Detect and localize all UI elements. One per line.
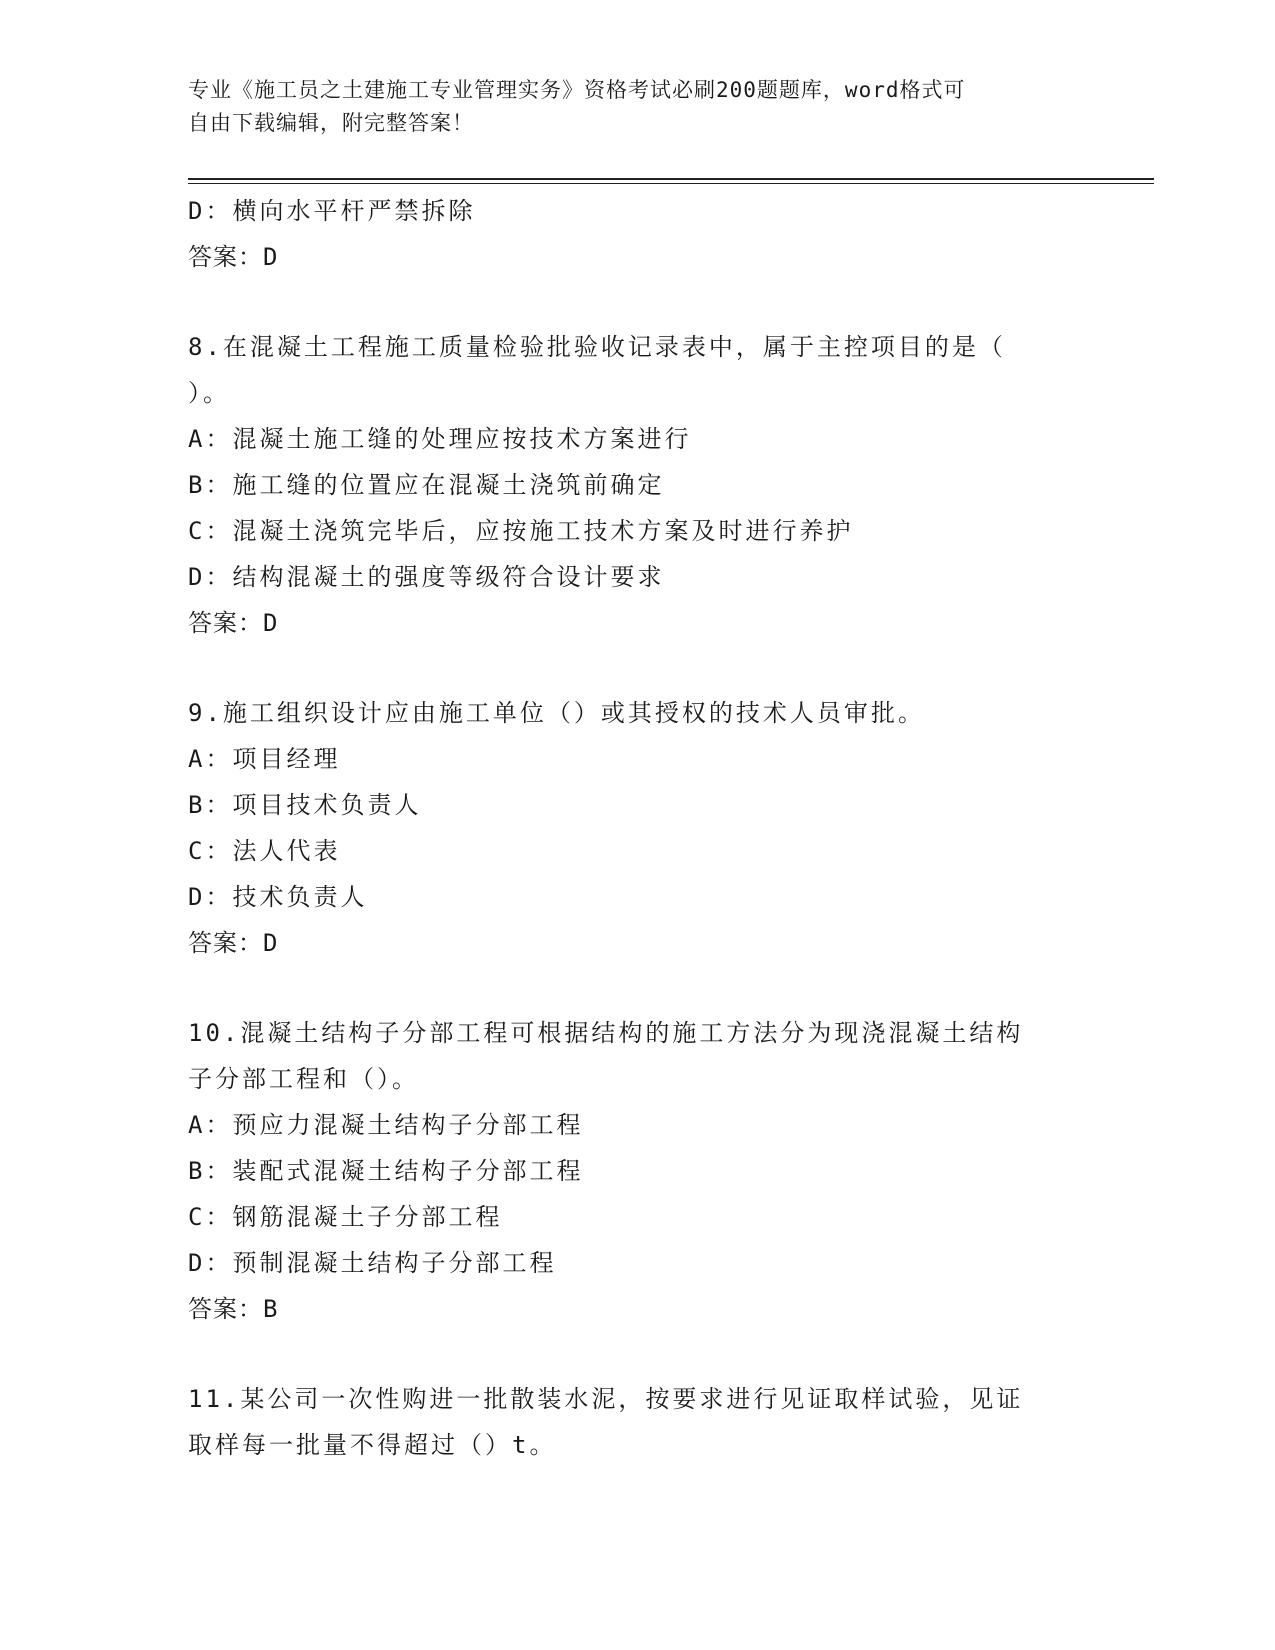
question-8 xyxy=(188,324,1088,646)
question-list xyxy=(188,188,1088,1468)
document-header xyxy=(188,74,1068,140)
option-d: D：预制混凝土结构子分部工程 xyxy=(188,1249,557,1277)
header-line-2: 自由下载编辑，附完整答案！ xyxy=(188,111,474,135)
spacer xyxy=(188,1332,1088,1376)
header-line-1: 专业《施工员之土建施工专业管理实务》资格考试必刷200题题库，word格式可 xyxy=(188,78,966,102)
answer: 答案：D xyxy=(188,243,279,271)
question-10 xyxy=(188,1010,1088,1332)
option-a: A：预应力混凝土结构子分部工程 xyxy=(188,1111,584,1139)
question-11 xyxy=(188,1376,1088,1468)
option-b: B：施工缝的位置应在混凝土浇筑前确定 xyxy=(188,471,665,499)
option-d: D：横向水平杆严禁拆除 xyxy=(188,197,476,225)
spacer xyxy=(188,280,1088,324)
option-c: C：钢筋混凝土子分部工程 xyxy=(188,1203,503,1231)
question-text-line-1: 10.混凝土结构子分部工程可根据结构的施工方法分为现浇混凝土结构 xyxy=(188,1019,1024,1047)
spacer xyxy=(188,646,1088,690)
option-b: B：装配式混凝土结构子分部工程 xyxy=(188,1157,584,1185)
option-c: C：法人代表 xyxy=(188,837,341,865)
option-a: A：混凝土施工缝的处理应按技术方案进行 xyxy=(188,425,692,453)
header-divider-thick xyxy=(188,178,1154,180)
header-divider-thin xyxy=(188,183,1154,184)
question-9 xyxy=(188,690,1088,966)
answer: 答案：B xyxy=(188,1295,279,1323)
question-text-line-1: 11.某公司一次性购进一批散装水泥，按要求进行见证取样试验，见证 xyxy=(188,1385,1024,1413)
previous-question-tail xyxy=(188,188,1088,280)
option-a: A：项目经理 xyxy=(188,745,341,773)
question-text-line-2: ）。 xyxy=(188,379,230,407)
spacer xyxy=(188,966,1088,1010)
question-text-line-2: 取样每一批量不得超过（）t。 xyxy=(188,1431,557,1459)
question-text-line-1: 8.在混凝土工程施工质量检验批验收记录表中，属于主控项目的是（ xyxy=(188,333,1006,361)
option-c: C：混凝土浇筑完毕后，应按施工技术方案及时进行养护 xyxy=(188,517,854,545)
question-text-line-1: 9.施工组织设计应由施工单位（）或其授权的技术人员审批。 xyxy=(188,699,925,727)
answer: 答案：D xyxy=(188,929,279,957)
option-d: D：技术负责人 xyxy=(188,883,368,911)
option-d: D：结构混凝土的强度等级符合设计要求 xyxy=(188,563,665,591)
option-b: B：项目技术负责人 xyxy=(188,791,422,819)
answer: 答案：D xyxy=(188,609,279,637)
question-text-line-2: 子分部工程和（）。 xyxy=(188,1065,419,1093)
